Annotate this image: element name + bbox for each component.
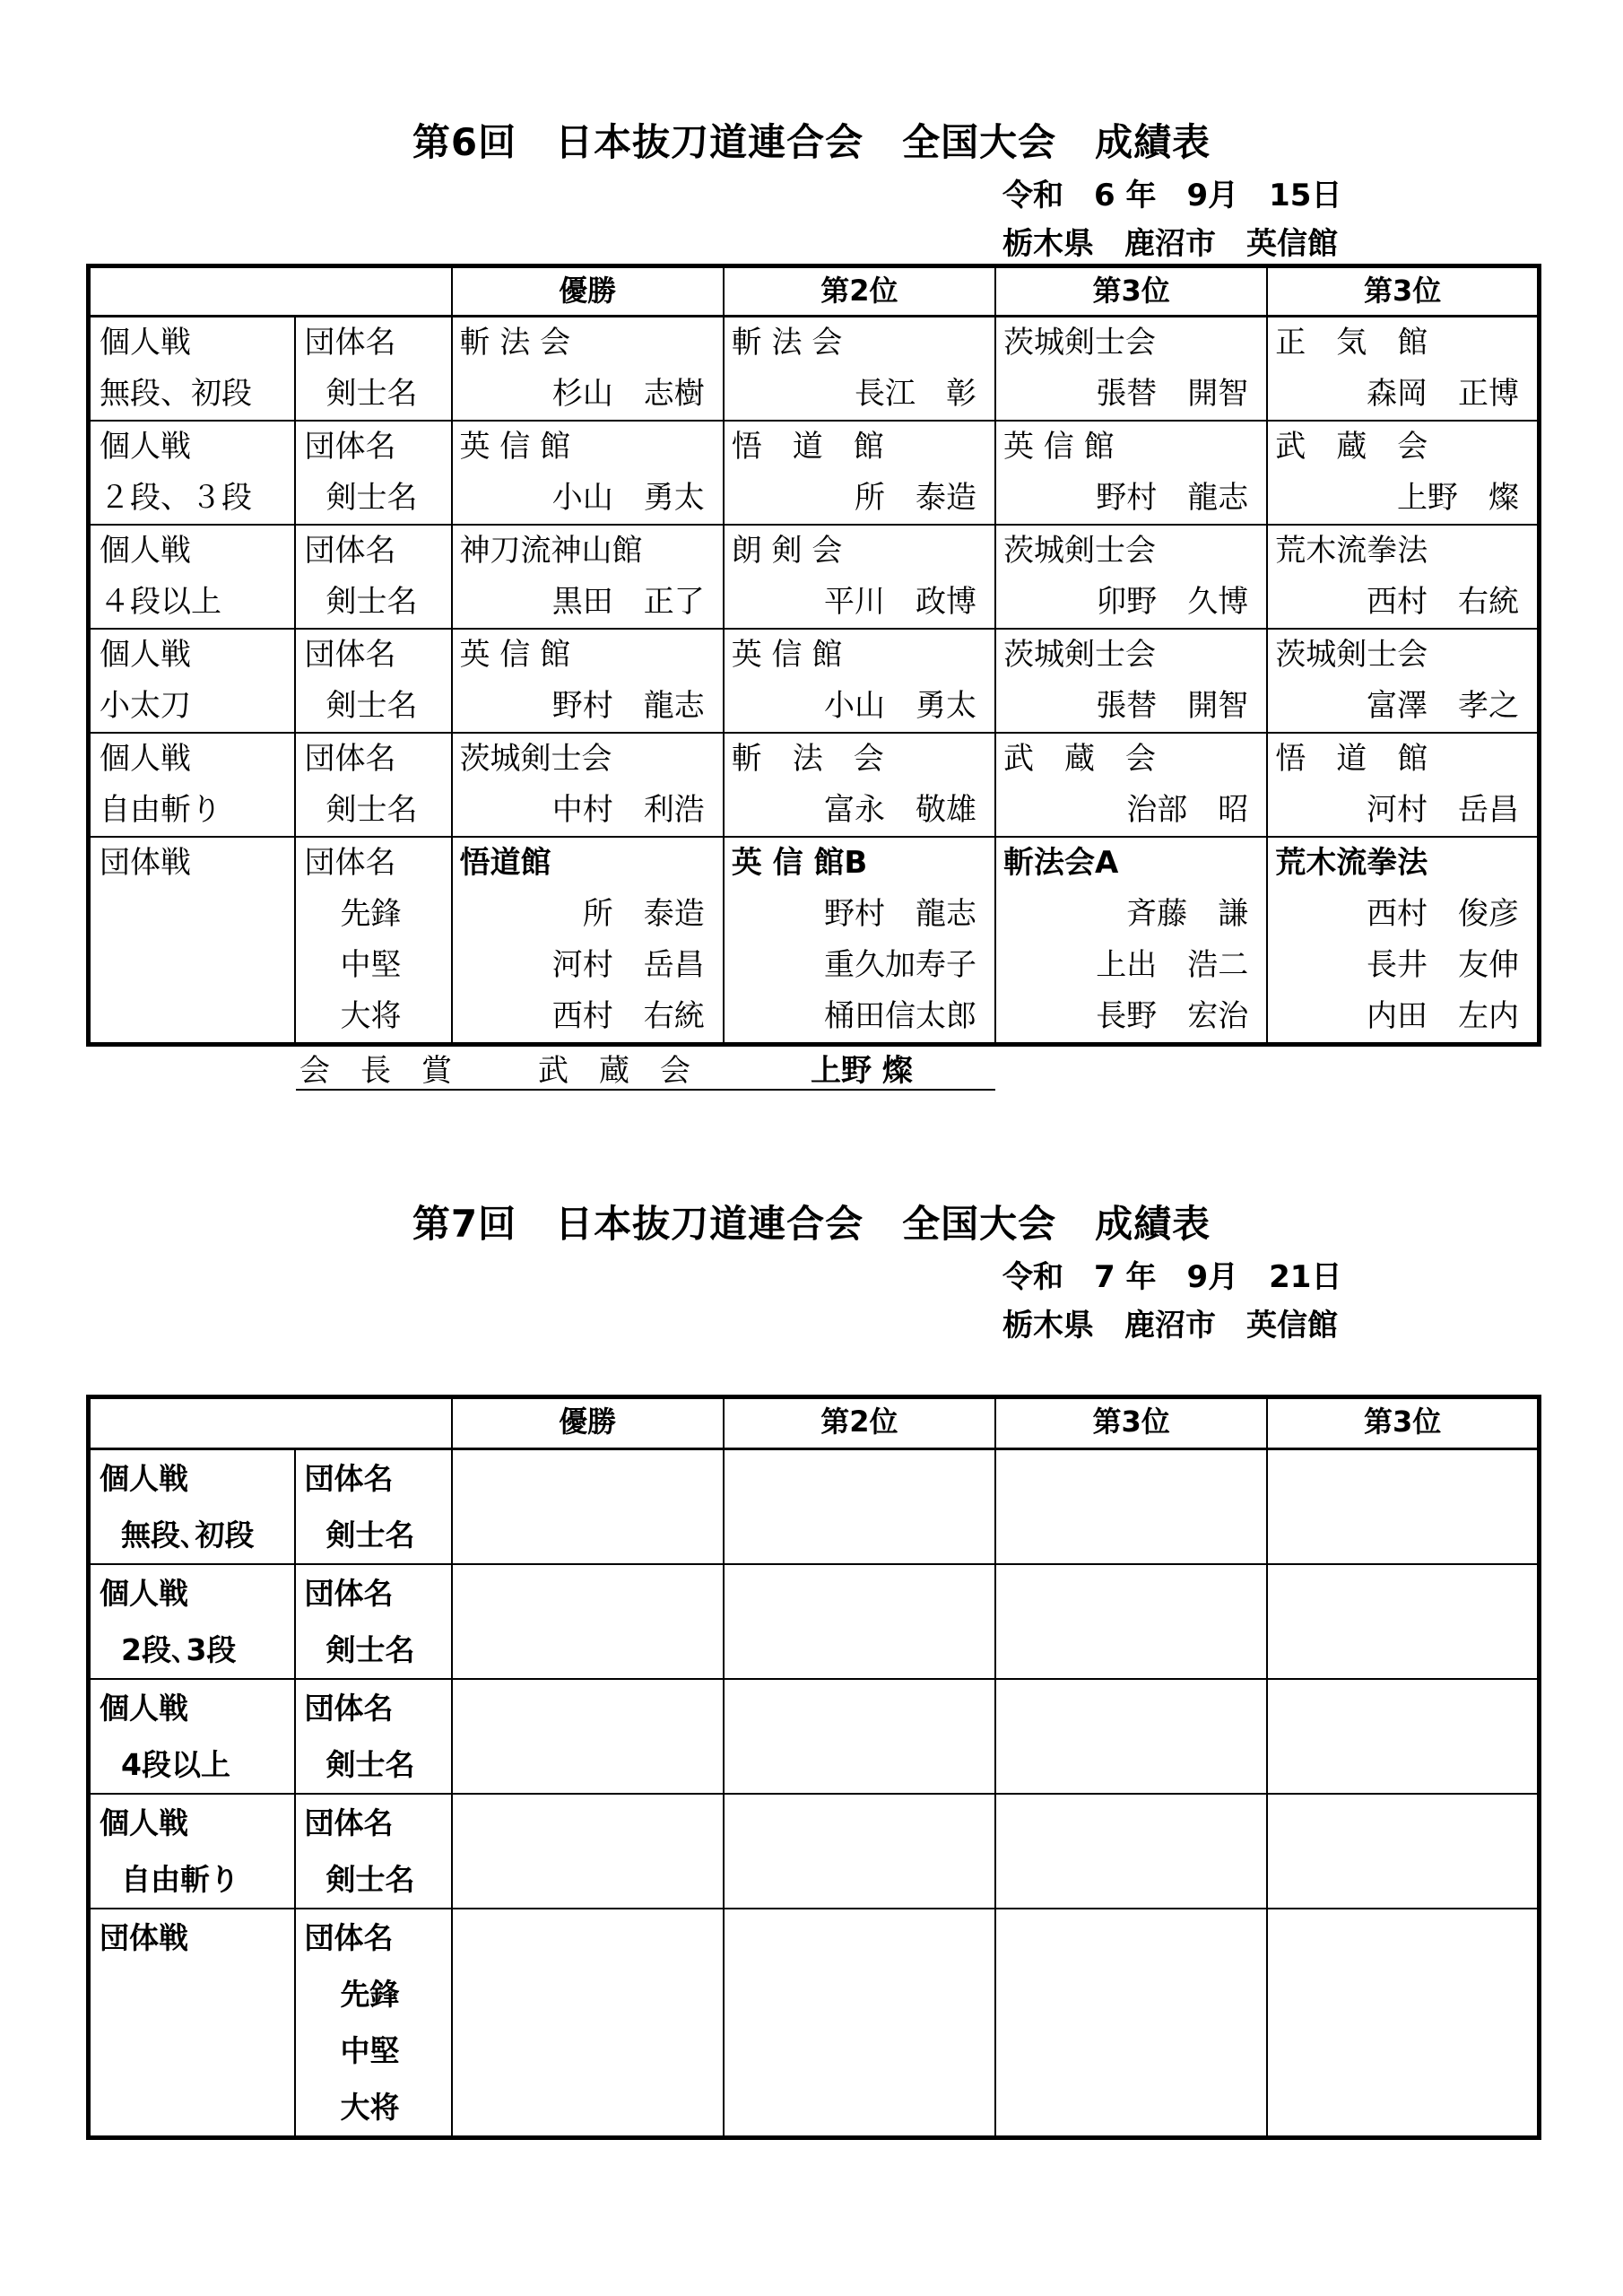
chairman-award bbox=[296, 1046, 995, 1091]
result-fencer: 小山 勇太 bbox=[824, 688, 976, 724]
result-fencer bbox=[996, 1507, 1266, 1563]
result-cell bbox=[724, 1679, 995, 1794]
team-role-label: 中堅 bbox=[340, 947, 402, 983]
team-member bbox=[996, 1966, 1266, 2022]
header-row bbox=[89, 266, 1540, 317]
header-2nd: 第2位 bbox=[724, 1397, 995, 1449]
team-member: 西村 俊彦 bbox=[1367, 896, 1519, 932]
result-fencer: 卯野 久博 bbox=[1096, 584, 1249, 620]
result-fencer: 治部 昭 bbox=[1126, 792, 1249, 828]
header-2nd: 第2位 bbox=[724, 266, 995, 317]
label-cell bbox=[295, 1564, 452, 1679]
team-member bbox=[453, 2079, 723, 2135]
result-team: 茨城剣士会 bbox=[1003, 325, 1156, 361]
result-team: 武 蔵 会 bbox=[1275, 429, 1428, 465]
result-cell bbox=[724, 733, 995, 837]
result-team: 斬 法 会 bbox=[731, 325, 843, 361]
event-name-cell bbox=[89, 629, 295, 733]
team-name-label: 団体名 bbox=[304, 1576, 394, 1611]
result-team: 英 信 館 bbox=[1003, 429, 1115, 465]
result-cell bbox=[995, 421, 1267, 525]
team-member: 長井 友伸 bbox=[1367, 947, 1519, 983]
result-team: 茨城剣士会 bbox=[1003, 637, 1156, 673]
team-role-label: 先鋒 bbox=[340, 1977, 400, 2012]
event-division: 2段､3段 bbox=[121, 1632, 237, 1667]
tournament7-venue: 栃木県 鹿沼市 英信館 bbox=[1002, 1308, 1338, 1344]
result-cell bbox=[1267, 629, 1539, 733]
result-cell bbox=[724, 525, 995, 629]
result-team: 武 蔵 会 bbox=[1003, 741, 1156, 777]
result-cell bbox=[724, 1794, 995, 1909]
header-blank bbox=[89, 1397, 452, 1449]
header-3rd-a: 第3位 bbox=[995, 1397, 1267, 1449]
event-division: 自由斬り bbox=[121, 1862, 239, 1897]
result-team bbox=[725, 1565, 994, 1622]
result-fencer: 野村 龍志 bbox=[1096, 480, 1249, 516]
award-person: 上野 燦 bbox=[811, 1053, 913, 1089]
result-cell bbox=[724, 317, 995, 422]
label-cell bbox=[295, 421, 452, 525]
result-team bbox=[1268, 1450, 1537, 1507]
result-cell bbox=[452, 317, 724, 422]
event-name-cell bbox=[89, 421, 295, 525]
result-fencer: 長江 彰 bbox=[855, 376, 976, 412]
team-result-cell bbox=[995, 1909, 1267, 2138]
result-cell bbox=[995, 317, 1267, 422]
header-3rd-a: 第3位 bbox=[995, 266, 1267, 317]
result-fencer bbox=[725, 1507, 994, 1563]
result-team bbox=[725, 1795, 994, 1851]
result-team: 斬 法 会 bbox=[731, 741, 884, 777]
team-name-label: 団体名 bbox=[304, 325, 396, 361]
result-team bbox=[453, 1565, 723, 1622]
result-cell bbox=[995, 1679, 1267, 1794]
event-name-cell bbox=[89, 837, 295, 1045]
team-event-label: 団体戦 bbox=[100, 1920, 188, 1955]
result-cell bbox=[724, 1564, 995, 1679]
tournament7-results-table bbox=[86, 1395, 1541, 2140]
event-row bbox=[89, 1794, 1540, 1909]
result-fencer: 黒田 正了 bbox=[551, 584, 705, 620]
result-fencer bbox=[453, 1736, 723, 1793]
team-role-label: 中堅 bbox=[340, 2033, 400, 2068]
result-team bbox=[725, 1909, 994, 1966]
result-team bbox=[996, 1450, 1266, 1507]
team-member bbox=[725, 2079, 994, 2135]
team-member bbox=[1268, 1966, 1537, 2022]
event-division: 自由斬り bbox=[100, 792, 221, 828]
result-team: 英 信 館 bbox=[459, 637, 571, 673]
result-cell bbox=[724, 1449, 995, 1565]
result-fencer: 張替 開智 bbox=[1096, 688, 1249, 724]
team-member: 斉藤 謙 bbox=[1126, 896, 1249, 932]
event-row bbox=[89, 733, 1540, 837]
event-name-cell bbox=[89, 1679, 295, 1794]
result-fencer bbox=[725, 1736, 994, 1793]
event-row bbox=[89, 1679, 1540, 1794]
result-team bbox=[1268, 1795, 1537, 1851]
label-cell bbox=[295, 1909, 452, 2138]
result-fencer: 上野 燦 bbox=[1397, 480, 1519, 516]
result-cell bbox=[452, 629, 724, 733]
event-row bbox=[89, 421, 1540, 525]
team-member bbox=[725, 2022, 994, 2079]
event-type: 個人戦 bbox=[100, 1805, 188, 1840]
event-name-cell bbox=[89, 525, 295, 629]
result-team: 茨城剣士会 bbox=[1275, 637, 1428, 673]
team-event-row bbox=[89, 837, 1540, 1045]
result-cell bbox=[1267, 1679, 1539, 1794]
tournament6-date: 令和 6 年 9月 15日 bbox=[1002, 178, 1342, 213]
event-name-cell bbox=[89, 1794, 295, 1909]
result-team bbox=[1268, 1909, 1537, 1966]
fencer-name-label: 剣士名 bbox=[325, 376, 418, 412]
team-result-cell bbox=[995, 837, 1267, 1045]
result-fencer: 森岡 正博 bbox=[1367, 376, 1519, 412]
team-member bbox=[1268, 2079, 1537, 2135]
event-division: 小太刀 bbox=[100, 688, 191, 724]
team-member: 長野 宏治 bbox=[1096, 998, 1249, 1034]
event-name-cell bbox=[89, 1564, 295, 1679]
fencer-name-label: 剣士名 bbox=[325, 792, 418, 828]
result-cell bbox=[995, 1564, 1267, 1679]
result-fencer: 平川 政博 bbox=[824, 584, 976, 620]
event-row bbox=[89, 317, 1540, 422]
result-team bbox=[996, 1795, 1266, 1851]
tournament6-venue: 栃木県 鹿沼市 英信館 bbox=[1002, 226, 1338, 262]
result-team: 悟 道 館 bbox=[1275, 741, 1428, 777]
event-name-cell bbox=[89, 1909, 295, 2138]
result-team: 正 気 館 bbox=[1275, 325, 1428, 361]
event-type: 個人戦 bbox=[100, 637, 191, 673]
team-member bbox=[1268, 2022, 1537, 2079]
result-cell bbox=[1267, 733, 1539, 837]
event-type: 個人戦 bbox=[100, 1576, 188, 1611]
result-fencer: 所 泰造 bbox=[855, 480, 976, 516]
result-team: 荒木流拳法 bbox=[1275, 845, 1428, 881]
team-name-label: 団体名 bbox=[304, 1461, 394, 1496]
team-result-cell bbox=[452, 1909, 724, 2138]
header-blank bbox=[89, 266, 452, 317]
tournament6-results-table bbox=[86, 264, 1541, 1047]
label-cell bbox=[295, 1679, 452, 1794]
result-cell bbox=[1267, 421, 1539, 525]
team-result-cell bbox=[724, 837, 995, 1045]
event-division: ２段、３段 bbox=[100, 480, 252, 516]
event-division: ４段以上 bbox=[100, 584, 221, 620]
result-team bbox=[453, 1450, 723, 1507]
result-cell bbox=[995, 525, 1267, 629]
team-name-label: 団体名 bbox=[304, 429, 396, 465]
team-member bbox=[725, 1966, 994, 2022]
result-fencer bbox=[1268, 1622, 1537, 1678]
header-3rd-b: 第3位 bbox=[1267, 1397, 1539, 1449]
team-result-cell bbox=[1267, 837, 1539, 1045]
event-type: 個人戦 bbox=[100, 1461, 188, 1496]
team-result-cell bbox=[724, 1909, 995, 2138]
event-type: 個人戦 bbox=[100, 1691, 188, 1726]
team-name-label: 団体名 bbox=[304, 845, 396, 881]
result-team bbox=[996, 1565, 1266, 1622]
result-team bbox=[1268, 1565, 1537, 1622]
result-team: 神刀流神山館 bbox=[459, 533, 643, 569]
label-cell bbox=[295, 1794, 452, 1909]
result-cell bbox=[995, 1794, 1267, 1909]
team-name-label: 団体名 bbox=[304, 741, 396, 777]
team-member: 桶田信太郎 bbox=[824, 998, 976, 1034]
result-fencer: 富永 敬雄 bbox=[824, 792, 976, 828]
result-team: 悟道館 bbox=[459, 845, 551, 881]
event-name-cell bbox=[89, 317, 295, 422]
fencer-name-label: 剣士名 bbox=[325, 584, 418, 620]
result-team bbox=[996, 1680, 1266, 1736]
team-role-label: 大将 bbox=[340, 998, 402, 1034]
result-fencer: 河村 岳昌 bbox=[1367, 792, 1519, 828]
result-cell bbox=[995, 733, 1267, 837]
result-fencer bbox=[1268, 1851, 1537, 1908]
team-member bbox=[996, 2022, 1266, 2079]
tournament6-title: 第6回 日本抜刀道連合会 全国大会 成績表 bbox=[412, 120, 1211, 164]
team-member: 河村 岳昌 bbox=[551, 947, 705, 983]
team-result-cell bbox=[1267, 1909, 1539, 2138]
result-cell bbox=[995, 629, 1267, 733]
result-fencer: 張替 開智 bbox=[1096, 376, 1249, 412]
result-cell bbox=[452, 525, 724, 629]
fencer-name-label: 剣士名 bbox=[325, 688, 418, 724]
team-member: 重久加寿子 bbox=[824, 947, 976, 983]
result-team: 朗 剣 会 bbox=[731, 533, 843, 569]
result-team: 茨城剣士会 bbox=[459, 741, 612, 777]
result-team: 英 信 館 bbox=[459, 429, 571, 465]
result-team: 茨城剣士会 bbox=[1003, 533, 1156, 569]
result-fencer: 富澤 孝之 bbox=[1367, 688, 1519, 724]
event-row bbox=[89, 1449, 1540, 1565]
fencer-name-label: 剣士名 bbox=[325, 480, 418, 516]
result-team: 荒木流拳法 bbox=[1275, 533, 1428, 569]
result-fencer: 野村 龍志 bbox=[551, 688, 705, 724]
result-fencer: 杉山 志樹 bbox=[551, 376, 705, 412]
result-team bbox=[725, 1680, 994, 1736]
team-member: 上出 浩二 bbox=[1096, 947, 1249, 983]
result-fencer: 中村 利浩 bbox=[551, 792, 705, 828]
team-event-row bbox=[89, 1909, 1540, 2138]
header-3rd-b: 第3位 bbox=[1267, 266, 1539, 317]
result-fencer bbox=[453, 1851, 723, 1908]
result-fencer bbox=[453, 1507, 723, 1563]
result-fencer: 小山 勇太 bbox=[551, 480, 705, 516]
label-cell bbox=[295, 317, 452, 422]
result-team: 斬法会A bbox=[1003, 845, 1119, 881]
label-cell bbox=[295, 1449, 452, 1565]
award-label: 会 長 賞 bbox=[299, 1053, 452, 1089]
event-row bbox=[89, 525, 1540, 629]
event-division: 4段以上 bbox=[121, 1747, 230, 1782]
result-cell bbox=[995, 1449, 1267, 1565]
team-role-label: 大将 bbox=[340, 2090, 400, 2125]
event-type: 個人戦 bbox=[100, 429, 191, 465]
team-member: 野村 龍志 bbox=[824, 896, 976, 932]
result-team: 悟 道 館 bbox=[731, 429, 884, 465]
result-cell bbox=[1267, 1449, 1539, 1565]
event-row bbox=[89, 1564, 1540, 1679]
result-team bbox=[1268, 1680, 1537, 1736]
team-name-label: 団体名 bbox=[304, 1920, 394, 1955]
result-fencer: 西村 右統 bbox=[1367, 584, 1519, 620]
fencer-name-label: 剣士名 bbox=[325, 1747, 415, 1782]
event-division: 無段、初段 bbox=[100, 376, 252, 412]
header-1st: 優勝 bbox=[452, 266, 724, 317]
team-member: 西村 右統 bbox=[551, 998, 705, 1034]
fencer-name-label: 剣士名 bbox=[325, 1632, 415, 1667]
result-fencer bbox=[725, 1851, 994, 1908]
fencer-name-label: 剣士名 bbox=[325, 1862, 415, 1897]
result-fencer bbox=[996, 1851, 1266, 1908]
result-fencer bbox=[996, 1736, 1266, 1793]
result-team bbox=[725, 1450, 994, 1507]
result-cell bbox=[452, 1679, 724, 1794]
team-event-label: 団体戦 bbox=[100, 845, 191, 881]
result-team bbox=[453, 1680, 723, 1736]
label-cell bbox=[295, 733, 452, 837]
result-cell bbox=[452, 1794, 724, 1909]
result-team: 英 信 館B bbox=[731, 845, 868, 881]
event-division: 無段､初段 bbox=[121, 1518, 255, 1552]
team-member bbox=[453, 1966, 723, 2022]
header-row bbox=[89, 1397, 1540, 1449]
result-fencer bbox=[996, 1622, 1266, 1678]
team-member bbox=[996, 2079, 1266, 2135]
result-cell bbox=[1267, 317, 1539, 422]
team-result-cell bbox=[452, 837, 724, 1045]
result-team bbox=[453, 1909, 723, 1966]
result-cell bbox=[724, 421, 995, 525]
team-name-label: 団体名 bbox=[304, 1691, 394, 1726]
result-fencer bbox=[725, 1622, 994, 1678]
team-member: 所 泰造 bbox=[582, 896, 705, 932]
event-name-cell bbox=[89, 733, 295, 837]
event-row bbox=[89, 629, 1540, 733]
label-cell bbox=[295, 525, 452, 629]
team-name-label: 団体名 bbox=[304, 533, 396, 569]
event-name-cell bbox=[89, 1449, 295, 1565]
result-team: 英 信 館 bbox=[731, 637, 843, 673]
team-name-label: 団体名 bbox=[304, 1805, 394, 1840]
team-role-label: 先鋒 bbox=[340, 896, 402, 932]
result-fencer bbox=[1268, 1736, 1537, 1793]
team-member: 内田 左内 bbox=[1367, 998, 1519, 1034]
award-team: 武 蔵 会 bbox=[538, 1053, 690, 1089]
result-cell bbox=[452, 1449, 724, 1565]
team-member bbox=[453, 2022, 723, 2079]
event-type: 個人戦 bbox=[100, 741, 191, 777]
result-team bbox=[996, 1909, 1266, 1966]
result-cell bbox=[724, 629, 995, 733]
result-cell bbox=[452, 733, 724, 837]
tournament7-title: 第7回 日本抜刀道連合会 全国大会 成績表 bbox=[412, 1202, 1211, 1246]
result-cell bbox=[452, 421, 724, 525]
team-name-label: 団体名 bbox=[304, 637, 396, 673]
result-cell bbox=[1267, 525, 1539, 629]
tournament7-date: 令和 7 年 9月 21日 bbox=[1002, 1259, 1342, 1295]
result-team bbox=[453, 1795, 723, 1851]
result-cell bbox=[1267, 1564, 1539, 1679]
label-cell bbox=[295, 837, 452, 1045]
result-cell bbox=[452, 1564, 724, 1679]
result-team: 斬 法 会 bbox=[459, 325, 571, 361]
result-cell bbox=[1267, 1794, 1539, 1909]
fencer-name-label: 剣士名 bbox=[325, 1518, 415, 1552]
result-fencer bbox=[453, 1622, 723, 1678]
event-type: 個人戦 bbox=[100, 533, 191, 569]
event-type: 個人戦 bbox=[100, 325, 191, 361]
label-cell bbox=[295, 629, 452, 733]
header-1st: 優勝 bbox=[452, 1397, 724, 1449]
result-fencer bbox=[1268, 1507, 1537, 1563]
